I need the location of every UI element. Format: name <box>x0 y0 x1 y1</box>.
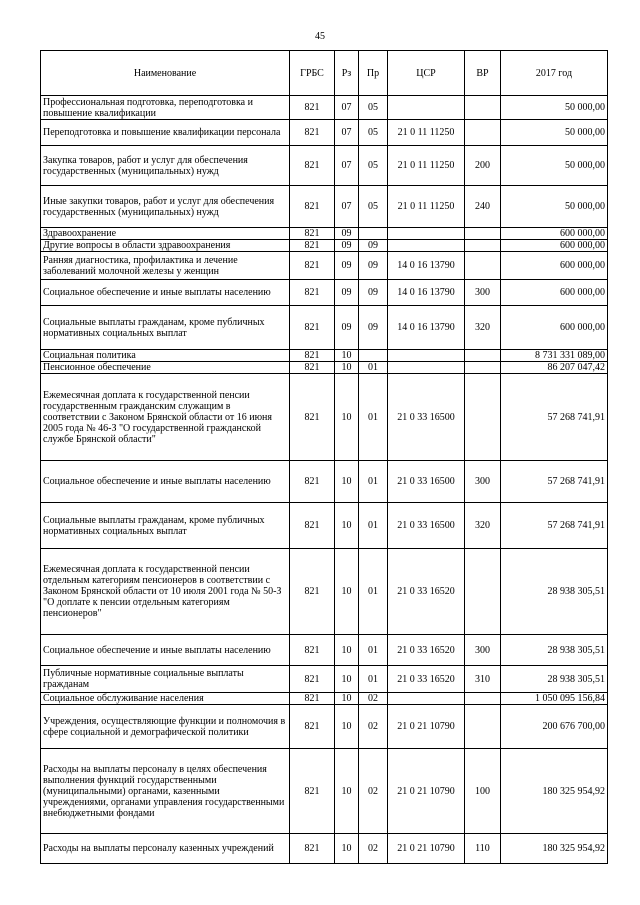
row-pr: 02 <box>359 834 388 864</box>
row-vr: 100 <box>465 749 501 834</box>
row-vr: 110 <box>465 834 501 864</box>
table-row <box>41 374 608 461</box>
row-name: Закупка товаров, работ и услуг для обеспечения государственных (муниципальных) нужд <box>41 146 290 186</box>
table-row <box>41 240 608 252</box>
row-amount: 600 000,00 <box>501 280 608 306</box>
row-grbs: 821 <box>290 461 335 503</box>
row-pr <box>359 228 388 240</box>
row-rz: 10 <box>335 503 359 549</box>
row-pr <box>359 350 388 362</box>
row-pr: 01 <box>359 635 388 666</box>
row-amount: 57 268 741,91 <box>501 503 608 549</box>
table-row <box>41 228 608 240</box>
row-vr <box>465 693 501 705</box>
header-name: Наименование <box>41 51 290 96</box>
table-row <box>41 549 608 635</box>
row-name: Ранняя диагностика, профилактика и лечение заболеваний молочной железы у женщин <box>41 252 290 280</box>
table-row <box>41 280 608 306</box>
row-grbs: 821 <box>290 362 335 374</box>
row-pr: 01 <box>359 374 388 461</box>
row-grbs: 821 <box>290 374 335 461</box>
row-name: Пенсионное обеспечение <box>41 362 290 374</box>
row-name: Социальные выплаты гражданам, кроме публичных нормативных социальных выплат <box>41 306 290 350</box>
row-pr: 09 <box>359 252 388 280</box>
row-rz: 07 <box>335 146 359 186</box>
row-amount: 50 000,00 <box>501 120 608 146</box>
row-name: Учреждения, осуществляющие функции и полномочия в сфере социальной и демографической политики <box>41 705 290 749</box>
row-pr: 09 <box>359 280 388 306</box>
row-name: Ежемесячная доплата к государственной пенсии отдельным категориям пенсионеров в соответствии с Законом Брянской области от 10 июля 2001 года № 50-З "О доплате к пенсии отдельным категориям пенсионеров" <box>41 549 290 635</box>
row-name: Социальные выплаты гражданам, кроме публичных нормативных социальных выплат <box>41 503 290 549</box>
row-amount: 180 325 954,92 <box>501 749 608 834</box>
table-row <box>41 350 608 362</box>
row-rz: 07 <box>335 96 359 120</box>
row-vr <box>465 549 501 635</box>
row-csr: 21 0 11 11250 <box>388 146 465 186</box>
row-rz: 10 <box>335 350 359 362</box>
table-row <box>41 120 608 146</box>
row-grbs: 821 <box>290 350 335 362</box>
row-pr: 01 <box>359 666 388 693</box>
row-csr <box>388 350 465 362</box>
row-csr <box>388 362 465 374</box>
row-amount: 600 000,00 <box>501 240 608 252</box>
row-amount: 86 207 047,42 <box>501 362 608 374</box>
row-amount: 50 000,00 <box>501 96 608 120</box>
row-grbs: 821 <box>290 549 335 635</box>
row-name: Социальное обеспечение и иные выплаты населению <box>41 635 290 666</box>
row-name: Переподготовка и повышение квалификации персонала <box>41 120 290 146</box>
row-pr: 01 <box>359 461 388 503</box>
row-rz: 10 <box>335 693 359 705</box>
row-csr: 21 0 21 10790 <box>388 705 465 749</box>
row-name: Социальное обеспечение и иные выплаты населению <box>41 280 290 306</box>
budget-table <box>40 50 608 864</box>
row-amount: 1 050 095 156,84 <box>501 693 608 705</box>
row-vr <box>465 374 501 461</box>
table-row <box>41 186 608 228</box>
row-grbs: 821 <box>290 666 335 693</box>
row-vr: 300 <box>465 635 501 666</box>
row-rz: 10 <box>335 834 359 864</box>
row-pr: 02 <box>359 749 388 834</box>
row-amount: 180 325 954,92 <box>501 834 608 864</box>
row-grbs: 821 <box>290 306 335 350</box>
row-amount: 57 268 741,91 <box>501 374 608 461</box>
row-amount: 50 000,00 <box>501 146 608 186</box>
row-vr: 300 <box>465 280 501 306</box>
row-csr <box>388 96 465 120</box>
row-name: Социальная политика <box>41 350 290 362</box>
row-name: Иные закупки товаров, работ и услуг для обеспечения государственных (муниципальных) нужд <box>41 186 290 228</box>
row-pr: 09 <box>359 306 388 350</box>
row-pr: 01 <box>359 503 388 549</box>
row-csr: 21 0 21 10790 <box>388 834 465 864</box>
row-csr: 21 0 33 16500 <box>388 374 465 461</box>
row-vr <box>465 350 501 362</box>
row-amount: 600 000,00 <box>501 306 608 350</box>
row-pr: 05 <box>359 146 388 186</box>
row-csr <box>388 693 465 705</box>
row-rz: 10 <box>335 635 359 666</box>
row-pr: 02 <box>359 705 388 749</box>
row-csr <box>388 228 465 240</box>
row-vr <box>465 96 501 120</box>
table-row <box>41 306 608 350</box>
row-name: Социальное обслуживание населения <box>41 693 290 705</box>
row-rz: 10 <box>335 362 359 374</box>
table-row <box>41 252 608 280</box>
row-vr <box>465 252 501 280</box>
header-csr: ЦСР <box>388 51 465 96</box>
row-csr: 21 0 11 11250 <box>388 120 465 146</box>
row-vr: 240 <box>465 186 501 228</box>
row-grbs: 821 <box>290 749 335 834</box>
row-vr: 320 <box>465 306 501 350</box>
row-rz: 09 <box>335 240 359 252</box>
row-name: Расходы на выплаты персоналу в целях обеспечения выполнения функций государственными (муниципальными) органами, казенными учреждениями, органами управления государственными внебюджетными фондами <box>41 749 290 834</box>
row-csr: 14 0 16 13790 <box>388 252 465 280</box>
row-vr <box>465 228 501 240</box>
row-rz: 07 <box>335 186 359 228</box>
row-vr: 310 <box>465 666 501 693</box>
table-row <box>41 146 608 186</box>
row-rz: 10 <box>335 461 359 503</box>
row-amount: 8 731 331 089,00 <box>501 350 608 362</box>
row-pr: 05 <box>359 120 388 146</box>
row-vr <box>465 240 501 252</box>
row-pr: 09 <box>359 240 388 252</box>
table-row <box>41 96 608 120</box>
row-rz: 10 <box>335 749 359 834</box>
row-csr <box>388 240 465 252</box>
table-row <box>41 635 608 666</box>
row-vr: 320 <box>465 503 501 549</box>
table-row <box>41 503 608 549</box>
row-grbs: 821 <box>290 228 335 240</box>
row-pr: 02 <box>359 693 388 705</box>
header-year: 2017 год <box>501 51 608 96</box>
row-rz: 09 <box>335 228 359 240</box>
row-rz: 09 <box>335 280 359 306</box>
header-pr: Пр <box>359 51 388 96</box>
header-grbs: ГРБС <box>290 51 335 96</box>
row-csr: 21 0 21 10790 <box>388 749 465 834</box>
row-rz: 09 <box>335 306 359 350</box>
table-row <box>41 666 608 693</box>
row-amount: 28 938 305,51 <box>501 635 608 666</box>
table-row <box>41 749 608 834</box>
row-name: Ежемесячная доплата к государственной пенсии государственным гражданским служащим в соответствии с Законом Брянской области от 16 июня 2005 года № 46-З "О государственной гражданской службе Брянской области" <box>41 374 290 461</box>
header-rz: Рз <box>335 51 359 96</box>
row-name: Социальное обеспечение и иные выплаты населению <box>41 461 290 503</box>
row-csr: 21 0 33 16520 <box>388 666 465 693</box>
row-grbs: 821 <box>290 146 335 186</box>
row-rz: 10 <box>335 666 359 693</box>
row-rz: 10 <box>335 374 359 461</box>
row-grbs: 821 <box>290 186 335 228</box>
row-csr: 21 0 33 16500 <box>388 461 465 503</box>
row-rz: 07 <box>335 120 359 146</box>
row-grbs: 821 <box>290 252 335 280</box>
row-rz: 10 <box>335 549 359 635</box>
table-row <box>41 705 608 749</box>
row-vr <box>465 362 501 374</box>
row-grbs: 821 <box>290 240 335 252</box>
row-grbs: 821 <box>290 503 335 549</box>
row-rz: 09 <box>335 252 359 280</box>
row-csr: 21 0 33 16500 <box>388 503 465 549</box>
row-amount: 600 000,00 <box>501 228 608 240</box>
table-row <box>41 693 608 705</box>
row-vr: 200 <box>465 146 501 186</box>
header-vr: ВР <box>465 51 501 96</box>
table-row <box>41 834 608 864</box>
row-grbs: 821 <box>290 705 335 749</box>
row-csr: 14 0 16 13790 <box>388 280 465 306</box>
table-header-row <box>41 51 608 96</box>
table-row <box>41 461 608 503</box>
row-pr: 01 <box>359 362 388 374</box>
page-number: 45 <box>315 31 325 42</box>
row-amount: 50 000,00 <box>501 186 608 228</box>
row-grbs: 821 <box>290 120 335 146</box>
row-name: Здравоохранение <box>41 228 290 240</box>
row-csr: 14 0 16 13790 <box>388 306 465 350</box>
row-amount: 28 938 305,51 <box>501 549 608 635</box>
row-name: Другие вопросы в области здравоохранения <box>41 240 290 252</box>
row-csr: 21 0 11 11250 <box>388 186 465 228</box>
row-pr: 05 <box>359 186 388 228</box>
row-rz: 10 <box>335 705 359 749</box>
row-pr: 05 <box>359 96 388 120</box>
row-csr: 21 0 33 16520 <box>388 635 465 666</box>
row-amount: 200 676 700,00 <box>501 705 608 749</box>
table-row <box>41 362 608 374</box>
row-amount: 600 000,00 <box>501 252 608 280</box>
row-grbs: 821 <box>290 96 335 120</box>
row-grbs: 821 <box>290 280 335 306</box>
row-name: Профессиональная подготовка, переподготовка и повышение квалификации <box>41 96 290 120</box>
row-amount: 28 938 305,51 <box>501 666 608 693</box>
row-csr: 21 0 33 16520 <box>388 549 465 635</box>
row-name: Публичные нормативные социальные выплаты гражданам <box>41 666 290 693</box>
row-grbs: 821 <box>290 635 335 666</box>
row-pr: 01 <box>359 549 388 635</box>
row-name: Расходы на выплаты персоналу казенных учреждений <box>41 834 290 864</box>
row-grbs: 821 <box>290 834 335 864</box>
row-vr <box>465 120 501 146</box>
row-grbs: 821 <box>290 693 335 705</box>
row-amount: 57 268 741,91 <box>501 461 608 503</box>
row-vr: 300 <box>465 461 501 503</box>
row-vr <box>465 705 501 749</box>
